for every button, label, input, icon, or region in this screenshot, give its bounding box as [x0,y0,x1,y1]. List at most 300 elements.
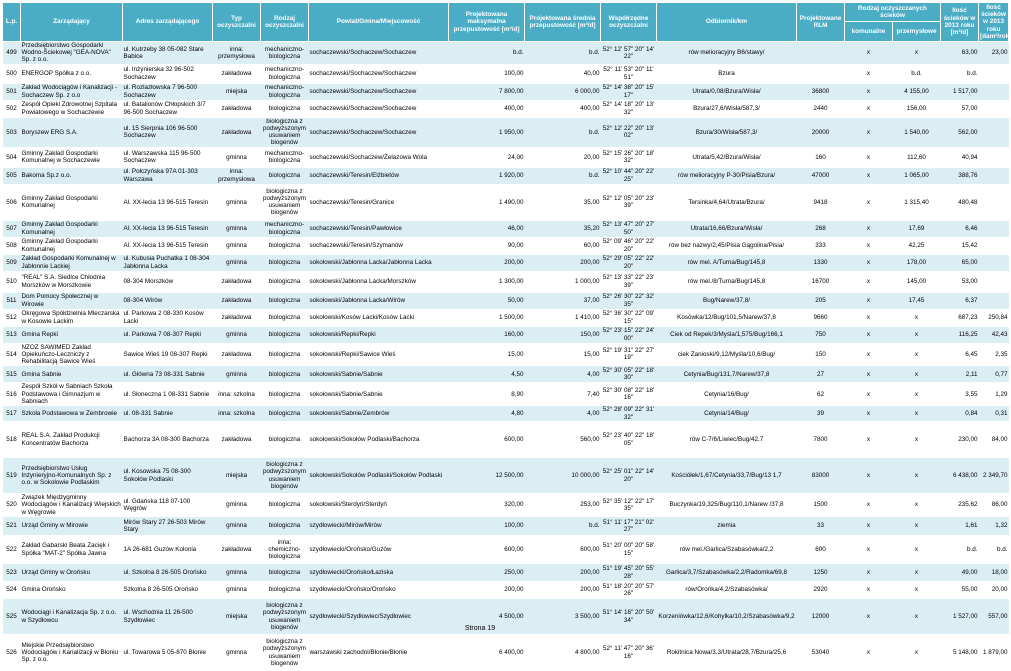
table-cell: gminna [213,184,261,220]
table-row [3,635,1009,671]
table-cell: 504 [3,147,21,167]
table-cell: ul. Parkowa 7 08-307 Repki [123,326,213,343]
table-cell: x [845,292,893,309]
table-cell: 1330 [797,254,845,271]
table-cell: rów/Orońka/4,2/Szabasówka/ [657,582,797,599]
table-row [3,517,1009,536]
table-cell: 16700 [797,271,845,292]
table-cell: 24,00 [449,147,525,167]
table-cell: 52° 09' 46" 20" 22' 20" [601,237,657,254]
table-cell: 116,25 [941,326,979,343]
table-row [3,237,1009,254]
table-cell: 6 438,00 [941,458,979,494]
table-cell: NZOZ SAWIMED Zakład Opiekuńczo-Leczniczy z Rehabilitacją Sawice Wieś [21,343,123,366]
table-cell: 63,00 [941,42,979,65]
table-row [3,184,1009,220]
table-cell: Zakład Gospodarki Komunalnej w Jabłonnie Lackiej [21,254,123,271]
table-cell: 200,00 [449,582,525,599]
table-cell: ciek Zanioski/9,12/Myśla/10,6/Bug/ [657,343,797,366]
table-cell: x [893,494,941,517]
table-cell: 52° 23' 15" 22" 24' 00" [601,326,657,343]
table-cell: 0,31 [979,406,1009,422]
table-cell: 51° 11' 17" 21" 02' 27" [601,517,657,536]
table-cell: 51° 19' 45" 20" 55' 28" [601,564,657,582]
table-cell: 51° 14' 16" 20" 50' 34" [601,599,657,635]
table-cell: ul. Kosowska 75 08-300 Sokołów Podlaski [123,458,213,494]
table-cell: sokołowski/Sabnie/Zembrów [309,406,449,422]
table-cell: ul. Rozlazłowska 7 96-500 Sochaczew [123,83,213,100]
table-row [3,220,1009,237]
table-cell: 39 [797,406,845,422]
table-cell: biologiczna [261,564,309,582]
table-cell: 1 500,00 [449,309,525,326]
table-cell: 200,00 [449,254,525,271]
table-cell: 1 517,00 [941,83,979,100]
table-cell: 560,00 [525,422,601,458]
table-cell: Utrata/0,08/Bzura/Wisła/ [657,83,797,100]
table-cell: gminna [213,254,261,271]
table-cell: 0,84 [941,406,979,422]
table-cell: x [845,406,893,422]
table-cell: Mirów Stary 27 26-503 Mirów Stary [123,517,213,536]
table-row [3,83,1009,100]
table-cell: ul. 08-331 Sabnie [123,406,213,422]
table-cell: ul. Słoneczna 1 08-331 Sabnie [123,383,213,406]
table-cell: 499 [3,42,21,65]
header-przep-max: Projektowana maksymalna przepustowość [m³/d] [449,3,525,42]
table-cell: 1,61 [941,517,979,536]
table-row [3,383,1009,406]
table-cell: 90,00 [449,237,525,254]
table-cell: zakładowa [213,100,261,117]
table-cell: gminna [213,494,261,517]
table-cell: sochaczewski/Sochaczew/Sochaczew [309,100,449,117]
table-cell: x [893,343,941,366]
table-cell: 52° 11' 53" 20" 11' 51" [601,64,657,83]
table-cell: ul. Główna 73 08-331 Sabnie [123,366,213,383]
table-cell: x [893,366,941,383]
table-cell: x [845,100,893,117]
header-row [3,3,1009,22]
table-cell: 250,84 [979,309,1009,326]
table-cell: Okręgowa Spółdzielnia Mleczarska w Kosowie Lackim [21,309,123,326]
table-cell: x [845,147,893,167]
table-cell: 517 [3,406,21,422]
table-cell: 600 [797,536,845,564]
table-cell: inna: przemysłowa [213,42,261,65]
table-cell: 1 490,00 [449,184,525,220]
table-cell: 9660 [797,309,845,326]
table-cell: x [845,309,893,326]
table-cell: 08-304 Morszków [123,271,213,292]
table-cell: biologiczna [261,326,309,343]
table-cell: b.d. [525,517,601,536]
table-cell: rów melioracyjny P-30/Pisia/Bzura/ [657,167,797,184]
table-cell: 3 500,00 [525,599,601,635]
table-cell: 388,76 [941,167,979,184]
table-cell: inna: szkolna [213,406,261,422]
table-cell: x [845,64,893,83]
table-cell: 507 [3,220,21,237]
table-cell [979,184,1009,220]
table-cell: Zespół Szkół w Sabniach Szkoła Podstawowa i Gimnazjum w Sabniach [21,383,123,406]
table-cell: 100,00 [449,517,525,536]
page-number: Strona 19 [464,625,496,632]
table-cell: 160,00 [449,326,525,343]
table-cell: x [893,383,941,406]
table-cell: biologiczna [261,167,309,184]
table-cell: x [893,42,941,65]
table-cell: 506 [3,184,21,220]
table-cell: sokołowski/Sabnie/Sabnie [309,383,449,406]
table-cell: gminna [213,366,261,383]
table-row [3,366,1009,383]
table-cell: biologiczna [261,271,309,292]
table-cell: x [845,184,893,220]
table-cell: sokołowski/Sokołów Podlaski/Sokołów Podlaski [309,458,449,494]
table-cell: 55,00 [941,582,979,599]
table-cell: rów melioracyjny B6/stawy/ [657,42,797,65]
table-cell: warszawski zachodni/Błonie/Błonie [309,635,449,671]
table-cell: Dom Pomocy Społecznej w Wirowie [21,292,123,309]
table-body [3,42,1009,671]
wastewater-plants-table [2,2,1009,671]
table-cell: 518 [3,422,21,458]
header-rodzaj: Rodzaj oczyszczalni [261,3,309,42]
table-cell: 52° 30' 08" 22" 18' 16" [601,383,657,406]
table-cell: 320,00 [449,494,525,517]
header-przemyslowe: przemysłowe [893,21,941,41]
table-cell: gminna [213,564,261,582]
table-cell: 18,00 [979,564,1009,582]
table-cell: 505 [3,167,21,184]
table-cell: x [845,237,893,254]
table-cell: 27 [797,366,845,383]
table-cell: zakładowa [213,422,261,458]
table-cell: x [893,599,941,635]
table-cell: 200,00 [525,564,601,582]
table-cell: miejska [213,599,261,635]
table-row [3,422,1009,458]
table-cell: biologiczna [261,343,309,366]
table-cell: Gminny Zakład Gospodarki Komunalnej [21,184,123,220]
table-cell: x [845,83,893,100]
table-cell [979,83,1009,100]
table-cell: 0,77 [979,366,1009,383]
table-cell: 515 [3,366,21,383]
table-cell [979,64,1009,83]
table-cell: 2 349,70 [979,458,1009,494]
table-cell: 40,94 [941,147,979,167]
table-cell: x [893,564,941,582]
table-cell: b.d. [941,536,979,564]
table-cell: b.d. [449,42,525,65]
table-cell: 51° 18' 20" 20" 57' 26" [601,582,657,599]
table-cell [979,254,1009,271]
table-cell: miejska [213,83,261,100]
table-cell: Tersinka/4,64/Utrata/Bzura/ [657,184,797,220]
table-cell: x [893,422,941,458]
table-cell: gminna [213,237,261,254]
table-cell: 600,00 [525,536,601,564]
table-cell: 520 [3,494,21,517]
table-cell: 514 [3,343,21,366]
table-cell: x [845,42,893,65]
table-cell: Bzura [657,64,797,83]
table-cell: biologiczna [261,422,309,458]
table-cell: 500 [3,64,21,83]
table-cell: 52° 11' 47" 20" 36' 16" [601,635,657,671]
table-cell: Cetynia/Bug/131,7/Narew/37,8 [657,366,797,383]
table-row [3,271,1009,292]
table-cell: biologiczna [261,582,309,599]
table-cell: 1 950,00 [449,117,525,147]
table-cell: 20,00 [525,147,601,167]
table-cell: 526 [3,635,21,671]
table-cell: 4,50 [449,366,525,383]
table-cell: 525 [3,599,21,635]
table-cell: szydłowiecki/Orońsko/Łaziska [309,564,449,582]
table-cell: x [845,494,893,517]
table-cell: Urząd Gminy w Orońsku [21,564,123,582]
table-cell: 53,00 [941,271,979,292]
table-cell: x [893,582,941,599]
table-row [3,292,1009,309]
table-row [3,100,1009,117]
table-cell: 6 400,00 [449,635,525,671]
table-cell: 65,00 [941,254,979,271]
table-cell: sokołowski/Repki/Sawice Wieś [309,343,449,366]
table-cell: Utrata/16,66/Bzura/Wisła/ [657,220,797,237]
table-cell: b.d. [941,64,979,83]
table-cell: ul. Szkolna 8 26-505 Orońsko [123,564,213,582]
table-cell: 52° 25' 01" 22" 14' 20" [601,458,657,494]
table-cell: 20000 [797,117,845,147]
table-cell: Gmina Sabnie [21,366,123,383]
table-cell: 600,00 [449,422,525,458]
table-cell: 35,00 [525,184,601,220]
table-cell: 62 [797,383,845,406]
table-cell: 2920 [797,582,845,599]
table-cell: sochaczewski/Teresin/Elżbietów [309,167,449,184]
table-cell: 52° 28' 09" 22" 31' 32" [601,406,657,422]
table-cell: 524 [3,582,21,599]
table-cell: 205 [797,292,845,309]
table-cell: 1 920,00 [449,167,525,184]
table-cell: 6,46 [941,220,979,237]
table-row [3,494,1009,517]
header-lp: L.p. [3,3,21,42]
table-cell: 112,60 [893,147,941,167]
table-cell: rów mel./8/Turna/Bug/145,8 [657,271,797,292]
table-cell: Cetynia/16/Bug/ [657,383,797,406]
table-cell: ul. Kutrzeby 38 05-082 Stare Babice [123,42,213,65]
table-cell [979,100,1009,117]
table-cell: Związek Międzygminny Wodociągów i Kanalizacji Wiejskich w Węgrowie [21,494,121,516]
table-cell: inna: szkolna [213,383,261,406]
table-row [3,582,1009,599]
table-cell: 1 527,00 [941,599,979,635]
table-cell: inna: chemiczno-biologiczna [261,536,309,564]
table-cell: Cetynia/14/Bug/ [657,406,797,422]
table-cell: 7 800,00 [449,83,525,100]
table-cell: 156,00 [893,100,941,117]
table-cell: x [845,326,893,343]
table-cell: biologiczna z podwyższonym usuwaniem biogenów [261,599,309,635]
table-cell: ul. Warszawska 115 96-500 Sochaczew [123,147,213,167]
table-cell: sokołowski/Kosów Lacki/Kosów Lacki [309,309,449,326]
table-cell [797,64,845,83]
table-cell: 50,00 [449,292,525,309]
table-cell: x [893,458,941,494]
header-wspolrzedne: Współrzędne oczyszczalni [601,3,657,42]
table-cell: Zakład Gabarski Beata Zacięk i Spółka "MAT-2" Spółka Jawna [21,536,123,564]
table-cell: b.d. [525,42,601,65]
table-cell: 20,00 [979,582,1009,599]
header-rlm: Projektowane RLM [797,3,845,42]
table-cell: 53040 [797,635,845,671]
table-cell: 23,00 [979,42,1009,65]
table-cell: Sawice Wieś 19 08-307 Repki [123,343,213,366]
table-cell: Gminny Zakład Gospodarki Komunalnej [21,220,123,237]
table-cell: 557,00 [979,599,1009,635]
table-cell: 160 [797,147,845,167]
table-cell: Zakład Wodociągów i Kanalizacji - Sochaczew Sp. z o.o [21,83,123,100]
table-cell: 12000 [797,599,845,635]
table-cell: Szkoła Podstawowa w Zembrowie [21,406,123,422]
table-cell: 08-304 Wirów [123,292,213,309]
table-cell: 51° 20' 00" 20" 58' 15" [601,536,657,564]
table-cell: 1 315,40 [893,184,941,220]
table-cell: 1250 [797,564,845,582]
table-cell: 1500 [797,494,845,517]
table-cell: sochaczewski/Sochaczew/Sochaczew [309,42,449,65]
table-cell: rów bez nazwy/2,45/Pisia Gągolina/Pisia/ [657,237,797,254]
table-cell: 42,43 [979,326,1009,343]
table-cell: 52° 29' 05" 22" 22' 20" [601,254,657,271]
table-cell: 10 000,00 [525,458,601,494]
table-cell: sochaczewski/Sochaczew/Sochaczew [309,83,449,100]
table-cell: 12 500,00 [449,458,525,494]
table-cell: 57,00 [941,100,979,117]
table-cell: 3,55 [941,383,979,406]
table-cell: ul. Kubusia Puchatka 1 08-304 Jabłonna Lacka [123,254,213,271]
table-cell: biologiczna [261,237,309,254]
table-cell: sochaczewski/Sochaczew/Sochaczew [309,64,449,83]
table-cell: Gmina Orońsko [21,582,123,599]
table-cell: ziemia [657,517,797,536]
table-cell: 1,29 [979,383,1009,406]
table-cell: szydłowiecki/Szydłowiec/Szydłowiec [309,599,449,635]
table-cell: 15,00 [449,343,525,366]
table-cell: biologiczna [261,366,309,383]
table-cell: 1 879,00 [979,635,1009,671]
table-cell: 6,37 [941,292,979,309]
table-cell: x [845,254,893,271]
table-cell: Bzura/27,6/Wisła/587,3/ [657,100,797,117]
table-cell: biologiczna [261,100,309,117]
table-cell: Ciek od Repek/3/Myśla/1,575/Bug/166,1 [657,326,797,343]
table-row [3,117,1009,147]
table-cell: Rokitnica Nowa/3,3/Utrata/28,7/Bzura/25,6 [657,635,797,671]
header-adres: Adres zarządającego [123,3,213,42]
table-cell: Szkolna 8 26-505 Orońsko [123,582,213,599]
table-cell: x [893,536,941,564]
header-powiat: Powiat/Gmina/Miejscowość [309,3,449,42]
table-cell: inna: przemysłowa [213,167,261,184]
table-cell: x [845,383,893,406]
table-cell: 5 148,00 [941,635,979,671]
table-cell: 1 540,00 [893,117,941,147]
table-cell: biologiczna z podwyższonym usuwaniem biogenów [261,117,309,147]
table-cell: 333 [797,237,845,254]
header-odbiornik: Odbiornik/km [657,3,797,42]
table-cell: 750 [797,326,845,343]
table-cell: 2440 [797,100,845,117]
table-cell: x [845,117,893,147]
header-typ: Typ oczyszczalni [213,3,261,42]
table-cell: 35,20 [525,220,601,237]
table-cell: 15,00 [525,343,601,366]
table-cell: 52° 12' 57" 20" 14' 22" [601,42,657,65]
table-cell: 86,00 [979,494,1009,517]
table-cell: 1 300,00 [449,271,525,292]
table-cell: Urząd Gminy w Mirowie [21,517,123,536]
table-cell: Al. XX-lecia 13 96-515 Teresin [123,220,213,237]
table-cell: gminna [213,326,261,343]
table-cell: 4 800,00 [525,635,601,671]
table-cell: rów C-7/6/Liwiec/Bug/42,7 [657,422,797,458]
table-cell: 60,00 [525,237,601,254]
table-cell: 52° 15' 26" 20" 18' 32" [601,147,657,167]
table-cell: x [893,326,941,343]
table-cell: 52° 13' 47" 20" 27' 50" [601,220,657,237]
table-cell: sochaczewski/Teresin/Pawłowice [309,220,449,237]
table-cell: 52° 13' 33" 22" 23' 39" [601,271,657,292]
table-cell: 480,48 [941,184,979,220]
table-cell: 7800 [797,422,845,458]
table-cell: 6,45 [941,343,979,366]
table-cell: mechaniczno-biologiczna [261,83,309,100]
table-cell: x [893,635,941,671]
table-cell: x [845,458,893,494]
table-cell: 100,00 [449,64,525,83]
table-cell: b.d. [979,536,1009,564]
table-cell [979,237,1009,254]
table-cell: 4,00 [525,406,601,422]
table-cell: Kościółek/1,67/Cetynia/33,7/Bug/13 1,7 [657,458,797,494]
table-cell: ul. 15 Sierpnia 106 96-500 Sochaczew [123,117,213,147]
table-cell: 8,90 [449,383,525,406]
header-ilosc-2013: Ilość ścieków w 2013 roku [m³/d] [941,3,979,42]
table-cell: 49,00 [941,564,979,582]
table-cell: ul. Połczyńska 97A 01-303 Warszawa [123,167,213,184]
table-cell: Gminny Zakład Gospodarki Komunalnej w Sochaczewie [21,147,123,167]
table-cell: x [845,343,893,366]
table-cell: sochaczewski/Teresin/Granice [309,184,449,220]
table-cell: 2,35 [979,343,1009,366]
table-row [3,254,1009,271]
table-cell: zakładowa [213,536,261,564]
table-cell: ul. Wschodnia 11 26-500 Szydłowiec [123,599,213,635]
table-cell: 40,00 [525,64,601,83]
table-cell: 52° 12' 05" 20" 23' 39" [601,184,657,220]
table-cell: 2,11 [941,366,979,383]
table-cell: biologiczna [261,309,309,326]
table-cell: 52° 26' 30" 22" 32' 35" [601,292,657,309]
table-cell: 9418 [797,184,845,220]
header-ilosc-2013b: Ilość ścieków w 2013 roku [dam³/rok] [980,3,1011,41]
